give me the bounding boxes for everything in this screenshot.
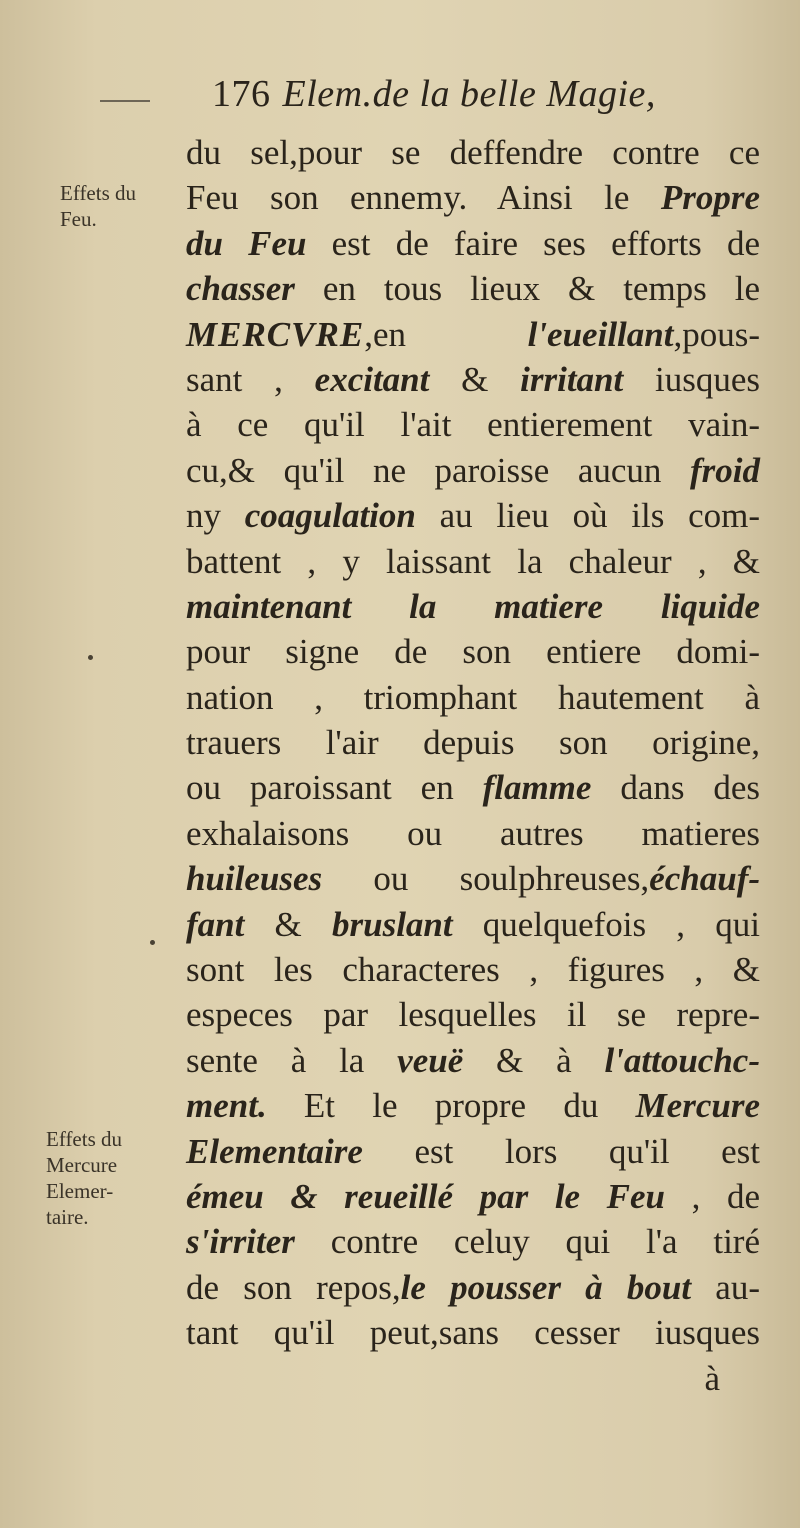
text-line: Feu son ennemy. Ainsi le Propre xyxy=(186,178,760,218)
text-line: de son repos,le pousser à bout au- xyxy=(186,1267,760,1307)
text-line: tant qu'il peut,sans cesser iusques xyxy=(186,1313,760,1353)
page-header xyxy=(212,72,772,116)
text-line: s'irriter contre celuy qui l'a tiré xyxy=(186,1222,760,1262)
text-line: ment. Et le propre du Mercure xyxy=(186,1086,760,1126)
text-line: maintenant la matiere liquide xyxy=(186,586,760,626)
text-line: émeu & reueillé par le Feu , de xyxy=(186,1176,760,1216)
body-text xyxy=(186,130,760,1401)
margin-note-mercury: Effets du Mercure Elemer- taire. xyxy=(46,1127,123,1229)
text-line: Elementaire est lors qu'il est xyxy=(186,1131,760,1171)
text-line: sont les characteres , figures , & xyxy=(186,950,760,990)
text-line: MERCVRE,en l'eueillant,pous- xyxy=(186,314,760,354)
text-line: du sel,pour se deffendre contre ce xyxy=(186,133,760,172)
text-line: battent , y laissant la chaleur , & xyxy=(186,541,760,581)
header-rule xyxy=(100,100,150,102)
text-line: nation , triomphant hautement à xyxy=(186,677,760,717)
running-title: Elem.de la belle Magie, xyxy=(282,73,656,115)
text-line: fant & bruslant quelquefois , qui xyxy=(186,904,760,944)
text-line: especes par lesquelles il se repre- xyxy=(186,995,760,1035)
text-line: ou paroissant en flamme dans des xyxy=(186,768,761,808)
ink-speck xyxy=(150,940,155,945)
text-line: exhalaisons ou autres matieres xyxy=(186,813,760,853)
page-number: 176 xyxy=(212,73,271,115)
text-line: du Feu est de faire ses efforts de xyxy=(186,223,761,263)
margin-note-fire: Effets du Feu. xyxy=(60,181,137,231)
text-line: sente à la veuë & à l'attouchc- xyxy=(186,1040,760,1080)
text-line: sant , excitant & irritant iusques xyxy=(186,359,760,399)
text-line: chasser en tous lieux & temps le xyxy=(186,269,760,309)
text-line: cu,& qu'il ne paroisse aucun froid xyxy=(186,450,760,490)
text-line: à ce qu'il l'ait entierement vain- xyxy=(186,405,760,445)
catchword: à xyxy=(704,1358,720,1398)
text-line: trauers l'air depuis son origine, xyxy=(186,723,760,763)
text-line: pour signe de son entiere domi- xyxy=(186,632,760,672)
ink-speck xyxy=(88,655,93,660)
text-line: huileuses ou soulphreuses,échauf- xyxy=(186,859,760,899)
text-line: ny coagulation au lieu où ils com- xyxy=(186,496,760,536)
